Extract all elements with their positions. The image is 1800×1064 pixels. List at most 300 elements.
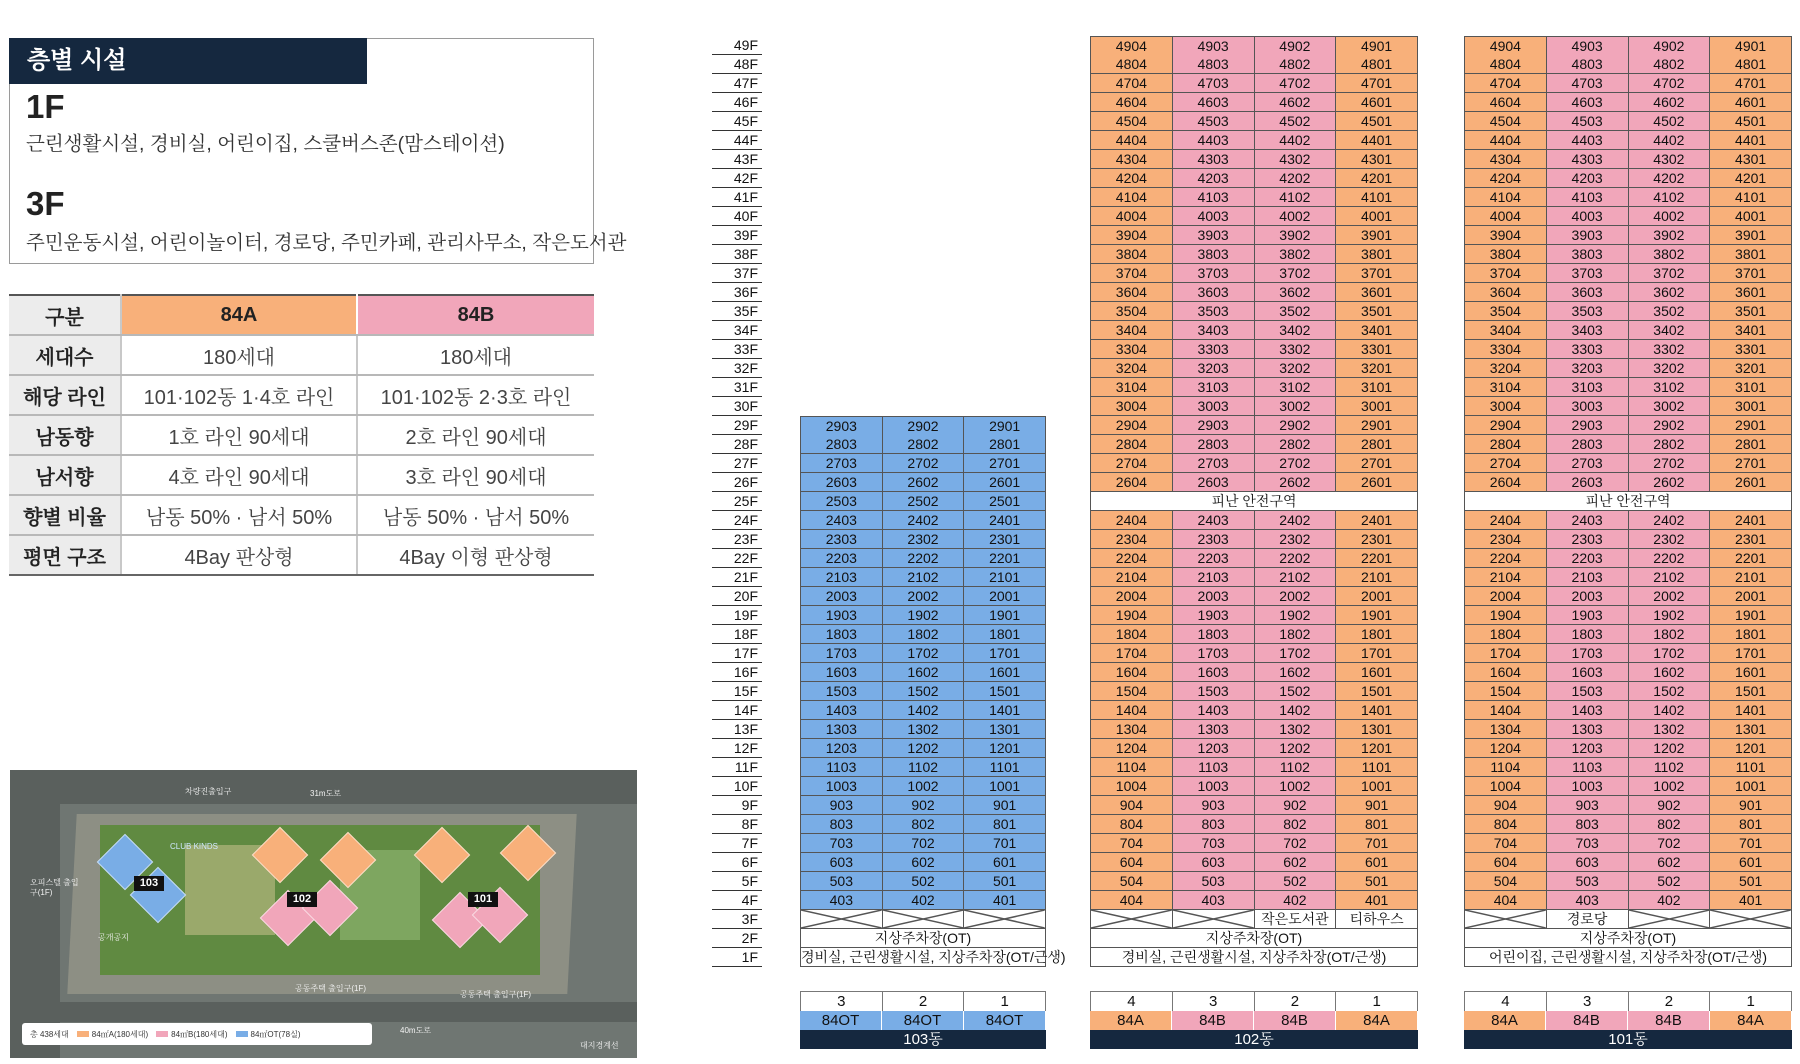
site-label-entrance-bottom1: 공동주택 출입구(1F) [295, 984, 366, 993]
unit-cell: 3501 [1336, 302, 1418, 321]
unit-cell: 1301 [1336, 720, 1418, 739]
unit-cell: 1601 [964, 663, 1046, 682]
line-types [800, 1011, 1046, 1030]
unit-row [1464, 321, 1792, 340]
floor-label: 38F [712, 245, 762, 264]
site-plan-image [10, 770, 637, 1058]
unit-cell: 903 [801, 796, 883, 815]
floor-label: 21F [712, 568, 762, 587]
unit-cell: 902 [1255, 796, 1337, 815]
unit-cell: 1401 [964, 701, 1046, 720]
unit-cell: 4702 [1629, 74, 1711, 93]
unit-cell: 1404 [1091, 701, 1173, 720]
unit-row [800, 606, 1046, 625]
line-type: 84B [1546, 1011, 1628, 1030]
unit-cell: 4101 [1336, 188, 1418, 207]
floor-3f-empty [1173, 910, 1255, 929]
unit-row [1090, 131, 1418, 150]
unit-cell: 1601 [1710, 663, 1792, 682]
floor-label: 47F [712, 74, 762, 93]
line-types [1090, 1011, 1418, 1030]
unit-cell: 1302 [1629, 720, 1711, 739]
unit-cell: 4302 [1255, 150, 1337, 169]
unit-cell: 802 [1629, 815, 1711, 834]
floor-2f-row: 지상주차장(OT) [1464, 929, 1792, 948]
unit-row [1090, 587, 1418, 606]
unit-cell: 3404 [1091, 321, 1173, 340]
unit-cell: 701 [1336, 834, 1418, 853]
unit-cell: 2701 [1336, 454, 1418, 473]
floor-3f-empty [883, 910, 965, 929]
unit-cell: 1401 [1336, 701, 1418, 720]
unit-cell: 4002 [1255, 207, 1337, 226]
unit-cell: 3101 [1710, 378, 1792, 397]
unit-cell: 3202 [1629, 359, 1711, 378]
site-label-road-bottom: 40m도로 [400, 1026, 432, 1035]
unit-cell: 4803 [1547, 55, 1629, 74]
floor-label: 19F [712, 606, 762, 625]
floor-3f-facility: 경로당 [1547, 910, 1629, 929]
unit-cell: 803 [801, 815, 883, 834]
unit-cell: 4601 [1336, 93, 1418, 112]
facility-desc-1f: 근린생활시설, 경비실, 어린이집, 스쿨버스존(맘스테이션) [26, 133, 505, 155]
unit-row [1464, 188, 1792, 207]
unit-cell: 801 [964, 815, 1046, 834]
spec-row-label: 평면 구조 [9, 535, 121, 575]
floor-label: 25F [712, 492, 762, 511]
unit-cell: 603 [1173, 853, 1255, 872]
unit-cell: 2101 [1710, 568, 1792, 587]
unit-cell: 2602 [883, 473, 965, 492]
unit-cell: 3204 [1091, 359, 1173, 378]
floor-label: 42F [712, 169, 762, 188]
unit-cell: 801 [1336, 815, 1418, 834]
floor-label: 5F [712, 872, 762, 891]
unit-cell: 402 [1629, 891, 1711, 910]
unit-cell: 4802 [1629, 55, 1711, 74]
unit-cell: 2703 [1173, 454, 1255, 473]
unit-cell: 3402 [1629, 321, 1711, 340]
unit-cell: 4301 [1336, 150, 1418, 169]
unit-cell: 1403 [1547, 701, 1629, 720]
unit-cell: 3503 [1547, 302, 1629, 321]
unit-cell: 2203 [1547, 549, 1629, 568]
unit-row [1464, 720, 1792, 739]
unit-cell: 3704 [1091, 264, 1173, 283]
unit-cell: 4701 [1710, 74, 1792, 93]
line-numbers [1090, 991, 1418, 1011]
unit-cell: 402 [883, 891, 965, 910]
spec-cell: 180세대 [357, 335, 594, 375]
unit-row [1464, 853, 1792, 872]
unit-cell: 802 [1255, 815, 1337, 834]
unit-cell: 4702 [1255, 74, 1337, 93]
unit-row [1090, 321, 1418, 340]
unit-cell: 1502 [1629, 682, 1711, 701]
unit-spec-table [9, 294, 594, 576]
unit-cell: 602 [1255, 853, 1337, 872]
unit-row [1464, 359, 1792, 378]
unit-cell: 401 [1710, 891, 1792, 910]
unit-cell: 4502 [1629, 112, 1711, 131]
spec-row-label: 남서향 [9, 455, 121, 495]
unit-cell: 502 [1255, 872, 1337, 891]
unit-cell: 902 [1629, 796, 1711, 815]
unit-row [800, 454, 1046, 473]
unit-cell: 4001 [1336, 207, 1418, 226]
unit-row [800, 473, 1046, 492]
unit-cell: 4903 [1547, 37, 1629, 56]
unit-row [1090, 625, 1418, 644]
unit-row [1090, 701, 1418, 720]
site-label-park: 공개공지 [98, 933, 129, 942]
unit-cell: 1902 [1255, 606, 1337, 625]
unit-cell: 802 [883, 815, 965, 834]
unit-row [1090, 55, 1418, 74]
unit-cell: 2801 [1710, 435, 1792, 454]
unit-cell: 3904 [1091, 226, 1173, 245]
unit-cell: 1204 [1091, 739, 1173, 758]
unit-cell: 4502 [1255, 112, 1337, 131]
unit-cell: 2001 [1336, 587, 1418, 606]
unit-cell: 2003 [801, 587, 883, 606]
unit-cell: 1601 [1336, 663, 1418, 682]
unit-row [1090, 112, 1418, 131]
unit-cell: 1004 [1091, 777, 1173, 796]
unit-cell: 2702 [1629, 454, 1711, 473]
unit-row [1090, 283, 1418, 302]
unit-row [1464, 568, 1792, 587]
unit-cell: 3102 [1255, 378, 1337, 397]
unit-cell: 1304 [1091, 720, 1173, 739]
unit-row [800, 682, 1046, 701]
unit-cell: 501 [1710, 872, 1792, 891]
line-number: 2 [1629, 991, 1711, 1011]
unit-cell: 1803 [1173, 625, 1255, 644]
unit-cell: 3701 [1710, 264, 1792, 283]
unit-cell: 4501 [1710, 112, 1792, 131]
unit-cell: 4603 [1173, 93, 1255, 112]
unit-cell: 503 [1547, 872, 1629, 891]
unit-cell: 403 [1547, 891, 1629, 910]
unit-cell: 604 [1465, 853, 1547, 872]
floor-label: 32F [712, 359, 762, 378]
unit-cell: 2103 [1173, 568, 1255, 587]
unit-cell: 4203 [1173, 169, 1255, 188]
unit-cell: 3504 [1465, 302, 1547, 321]
line-number: 3 [801, 991, 883, 1011]
unit-cell: 2202 [1255, 549, 1337, 568]
unit-cell: 3903 [1547, 226, 1629, 245]
unit-cell: 1701 [1336, 644, 1418, 663]
unit-row [1464, 245, 1792, 264]
unit-cell: 4601 [1710, 93, 1792, 112]
unit-cell: 1101 [1336, 758, 1418, 777]
unit-cell: 1902 [883, 606, 965, 625]
unit-cell: 501 [1336, 872, 1418, 891]
unit-cell: 2903 [1173, 416, 1255, 435]
line-numbers [1464, 991, 1792, 1011]
unit-cell: 3104 [1091, 378, 1173, 397]
unit-cell: 1103 [801, 758, 883, 777]
facility-floor-1f: 1F [26, 88, 65, 125]
unit-cell: 2601 [1336, 473, 1418, 492]
unit-cell: 1802 [883, 625, 965, 644]
unit-cell: 4103 [1547, 188, 1629, 207]
unit-row [1090, 150, 1418, 169]
unit-cell: 502 [883, 872, 965, 891]
unit-cell: 2202 [883, 549, 965, 568]
unit-row [800, 891, 1046, 910]
site-label-entrance-bottom2: 공동주택 출입구(1F) [460, 990, 531, 999]
unit-cell: 4604 [1091, 93, 1173, 112]
unit-row [1464, 473, 1792, 492]
line-number: 3 [1173, 991, 1255, 1011]
floor-label: 20F [712, 587, 762, 606]
floor-label: 15F [712, 682, 762, 701]
unit-row [1090, 758, 1418, 777]
unit-cell: 3903 [1173, 226, 1255, 245]
line-type: 84B [1172, 1011, 1254, 1030]
unit-row [1090, 169, 1418, 188]
unit-cell: 603 [1547, 853, 1629, 872]
unit-cell: 1604 [1465, 663, 1547, 682]
floor-1f-row: 어린이집, 근린생활시설, 지상주차장(OT/근생) [1464, 948, 1792, 967]
unit-cell: 1403 [801, 701, 883, 720]
floor-label: 8F [712, 815, 762, 834]
unit-cell: 3603 [1173, 283, 1255, 302]
unit-cell: 2401 [1710, 511, 1792, 530]
unit-cell: 4803 [1173, 55, 1255, 74]
unit-cell: 1301 [964, 720, 1046, 739]
unit-cell: 3002 [1255, 397, 1337, 416]
unit-cell: 4802 [1255, 55, 1337, 74]
unit-cell: 3003 [1547, 397, 1629, 416]
building-name: 101동 [1464, 1030, 1792, 1049]
unit-cell: 1503 [801, 682, 883, 701]
unit-row [1090, 739, 1418, 758]
unit-cell: 1202 [1255, 739, 1337, 758]
unit-row [800, 416, 1046, 436]
unit-row [1464, 169, 1792, 188]
site-badge-103: 103 [134, 876, 164, 891]
unit-cell: 1704 [1465, 644, 1547, 663]
unit-row [1090, 93, 1418, 112]
unit-row [1090, 245, 1418, 264]
line-number: 2 [883, 991, 965, 1011]
unit-cell: 2801 [964, 435, 1046, 454]
building-name: 102동 [1090, 1030, 1418, 1049]
unit-cell: 703 [1173, 834, 1255, 853]
unit-cell: 2101 [964, 568, 1046, 587]
unit-cell: 3803 [1173, 245, 1255, 264]
unit-cell: 2901 [1710, 416, 1792, 435]
unit-cell: 2302 [883, 530, 965, 549]
unit-cell: 3602 [1629, 283, 1711, 302]
unit-cell: 404 [1091, 891, 1173, 910]
unit-cell: 2403 [1547, 511, 1629, 530]
unit-row [1464, 55, 1792, 74]
floor-3f-empty [1465, 910, 1547, 929]
unit-cell: 2801 [1336, 435, 1418, 454]
line-number: 4 [1465, 991, 1547, 1011]
unit-cell: 4904 [1465, 37, 1547, 56]
floor-label: 40F [712, 207, 762, 226]
unit-row [1090, 682, 1418, 701]
unit-cell: 4401 [1710, 131, 1792, 150]
unit-row [1090, 549, 1418, 568]
unit-cell: 1104 [1465, 758, 1547, 777]
unit-cell: 3704 [1465, 264, 1547, 283]
unit-cell: 1701 [964, 644, 1046, 663]
floor-label: 11F [712, 758, 762, 777]
unit-cell: 1003 [1547, 777, 1629, 796]
unit-cell: 1603 [1547, 663, 1629, 682]
unit-cell: 1801 [964, 625, 1046, 644]
facility-floor-3f: 3F [26, 185, 65, 222]
unit-cell: 604 [1091, 853, 1173, 872]
unit-cell: 4003 [1547, 207, 1629, 226]
floor-label: 33F [712, 340, 762, 359]
unit-cell: 3702 [1255, 264, 1337, 283]
unit-cell: 904 [1465, 796, 1547, 815]
unit-cell: 2502 [883, 492, 965, 511]
unit-row [1090, 834, 1418, 853]
unit-cell: 4004 [1091, 207, 1173, 226]
unit-cell: 401 [964, 891, 1046, 910]
unit-cell: 1402 [1629, 701, 1711, 720]
unit-cell: 1701 [1710, 644, 1792, 663]
unit-row [1464, 777, 1792, 796]
floor-3f-empty [1629, 910, 1711, 929]
unit-cell: 701 [964, 834, 1046, 853]
unit-cell: 1101 [1710, 758, 1792, 777]
unit-row [800, 587, 1046, 606]
unit-cell: 3103 [1547, 378, 1629, 397]
unit-cell: 4403 [1173, 131, 1255, 150]
unit-cell: 2003 [1173, 587, 1255, 606]
unit-cell: 4901 [1336, 37, 1418, 56]
unit-row [1464, 549, 1792, 568]
spec-row-label: 향별 비율 [9, 495, 121, 535]
unit-cell: 3604 [1091, 283, 1173, 302]
unit-cell: 902 [883, 796, 965, 815]
unit-cell: 2102 [1255, 568, 1337, 587]
unit-cell: 804 [1465, 815, 1547, 834]
spec-row [9, 455, 594, 495]
unit-cell: 503 [1173, 872, 1255, 891]
unit-cell: 2004 [1091, 587, 1173, 606]
unit-cell: 2404 [1091, 511, 1173, 530]
site-label-entrance-left: 오피스텔 출입구(1F) [30, 878, 79, 897]
unit-row [1090, 207, 1418, 226]
unit-cell: 1801 [1336, 625, 1418, 644]
unit-cell: 1603 [1173, 663, 1255, 682]
unit-row [1090, 397, 1418, 416]
spec-cell: 101·102동 1·4호 라인 [121, 375, 357, 415]
unit-cell: 1803 [801, 625, 883, 644]
unit-row [1464, 834, 1792, 853]
unit-cell: 3401 [1710, 321, 1792, 340]
unit-cell: 503 [801, 872, 883, 891]
unit-cell: 2503 [801, 492, 883, 511]
unit-cell: 3401 [1336, 321, 1418, 340]
unit-cell: 1201 [1710, 739, 1792, 758]
floor-2f-row: 지상주차장(OT) [800, 929, 1046, 948]
unit-cell: 1901 [1710, 606, 1792, 625]
unit-cell: 2001 [1710, 587, 1792, 606]
spec-header-label: 구분 [9, 295, 121, 335]
unit-cell: 3201 [1710, 359, 1792, 378]
facilities-title: 층별 시설 [9, 38, 367, 84]
unit-cell: 2401 [1336, 511, 1418, 530]
unit-cell: 601 [1336, 853, 1418, 872]
unit-cell: 804 [1091, 815, 1173, 834]
unit-cell: 601 [964, 853, 1046, 872]
unit-cell: 4301 [1710, 150, 1792, 169]
unit-row [1464, 112, 1792, 131]
unit-cell: 1803 [1547, 625, 1629, 644]
unit-cell: 801 [1710, 815, 1792, 834]
unit-cell: 1303 [801, 720, 883, 739]
floor-label: 44F [712, 131, 762, 150]
floor-label: 29F [712, 416, 762, 435]
unit-cell: 1404 [1465, 701, 1547, 720]
unit-cell: 504 [1465, 872, 1547, 891]
unit-cell: 1003 [1173, 777, 1255, 796]
unit-row [1090, 511, 1418, 530]
unit-cell: 3001 [1336, 397, 1418, 416]
spec-cell: 4Bay 이형 판상형 [357, 535, 594, 575]
unit-cell: 3402 [1255, 321, 1337, 340]
unit-cell: 4102 [1629, 188, 1711, 207]
unit-cell: 4202 [1629, 169, 1711, 188]
legend-84a: 84㎡A(180세대) [77, 1029, 148, 1040]
unit-cell: 703 [1547, 834, 1629, 853]
unit-cell: 4102 [1255, 188, 1337, 207]
unit-cell: 2301 [1710, 530, 1792, 549]
legend-84ot: 84㎡OT(78실) [236, 1029, 301, 1040]
unit-cell: 3701 [1336, 264, 1418, 283]
unit-row [1090, 359, 1418, 378]
spec-row [9, 415, 594, 455]
unit-cell: 3702 [1629, 264, 1711, 283]
unit-cell: 2301 [964, 530, 1046, 549]
unit-cell: 2604 [1465, 473, 1547, 492]
unit-cell: 3304 [1091, 340, 1173, 359]
unit-cell: 1201 [1336, 739, 1418, 758]
unit-row [1090, 720, 1418, 739]
spec-cell: 101·102동 2·3호 라인 [357, 375, 594, 415]
unit-cell: 501 [964, 872, 1046, 891]
unit-cell: 1503 [1173, 682, 1255, 701]
spec-cell: 남동 50% · 남서 50% [121, 495, 357, 535]
unit-cell: 2603 [1547, 473, 1629, 492]
unit-cell: 2102 [1629, 568, 1711, 587]
unit-row [1464, 891, 1792, 910]
unit-cell: 1102 [1629, 758, 1711, 777]
unit-cell: 1704 [1091, 644, 1173, 663]
unit-cell: 803 [1547, 815, 1629, 834]
unit-cell: 3601 [1710, 283, 1792, 302]
legend-swatch-ot [236, 1031, 248, 1037]
spec-cell: 2호 라인 90세대 [357, 415, 594, 455]
floor-label: 4F [712, 891, 762, 910]
unit-cell: 4801 [1710, 55, 1792, 74]
unit-cell: 1202 [1629, 739, 1711, 758]
floor-label: 35F [712, 302, 762, 321]
spec-row [9, 495, 594, 535]
